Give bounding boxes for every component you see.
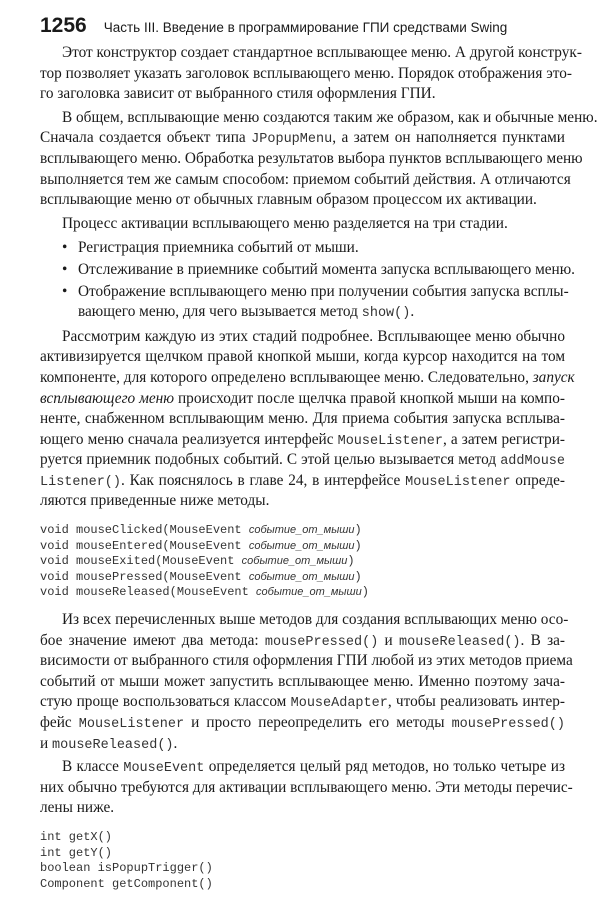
text-run: void mouseReleased(MouseEvent <box>40 585 257 600</box>
text-line <box>40 108 598 129</box>
inline-code: MouseEvent <box>123 761 205 777</box>
paragraph <box>40 327 575 512</box>
text-line <box>40 128 565 149</box>
text-run: лены ниже. <box>40 799 115 817</box>
code-listing <box>40 830 565 892</box>
text-line <box>78 238 565 259</box>
text-run: void mouseEntered(MouseEvent <box>40 538 249 553</box>
spacer <box>40 234 565 237</box>
text-run: ) <box>354 538 362 553</box>
code-line <box>40 554 565 570</box>
text-run: boolean isPopupTrigger() <box>40 861 213 876</box>
list-item <box>40 282 569 323</box>
code-line <box>40 846 565 862</box>
text-line <box>40 43 582 64</box>
bullet-icon: • <box>62 260 68 278</box>
text-line <box>40 610 569 631</box>
text-run: ) <box>354 569 362 584</box>
text-line <box>40 214 565 235</box>
text-run: происходит после щелчка правой кнопкой мыши на компо- <box>174 389 565 407</box>
text-run: висимости от выбранного стиля оформления ГПИ любой из этих методов приема <box>40 652 573 670</box>
text-line <box>40 757 565 778</box>
text-run: выполняется тем же самым способом: приемом событий действия. А отличаются <box>40 170 571 188</box>
text-line <box>40 190 565 211</box>
paragraph <box>40 757 573 819</box>
running-title: Часть III. Введение в программирование ГПИ средствами Swing <box>103 20 508 35</box>
text-run: Рассмотрим каждую из этих стадий подробнее. Всплывающее меню обычно <box>62 327 565 345</box>
text-run: событий от мыши может запустить всплывающее меню. Именно поэтому зача- <box>40 672 565 690</box>
text-line <box>40 778 573 799</box>
text-run: void mouseExited(MouseEvent <box>40 554 242 569</box>
code-listing <box>40 523 565 601</box>
italic-text: событие_от_мыши <box>248 570 355 583</box>
list-item <box>40 260 575 281</box>
list-item <box>40 238 565 259</box>
page-number: 1256 <box>40 14 87 37</box>
text-line <box>78 302 565 323</box>
text-run: Сначала создается объект типа <box>40 129 252 147</box>
italic-text: запуск <box>532 368 575 386</box>
spacer <box>40 819 565 822</box>
text-line <box>40 631 565 652</box>
text-run: int getX() <box>40 829 113 844</box>
text-run: ющего меню сначала реализуется интерфейс <box>40 430 338 448</box>
inline-code: mouseReleased() <box>399 634 521 650</box>
text-run: вающего меню, для чего вызывается метод <box>78 303 362 321</box>
text-run: и <box>40 734 53 752</box>
text-line <box>40 734 565 755</box>
code-line <box>40 877 565 893</box>
italic-text: событие_от_мыши <box>248 539 355 552</box>
inline-code: addMouse <box>500 454 565 470</box>
text-line <box>78 282 569 303</box>
text-line <box>40 64 573 85</box>
text-run: всплывающего меню. Обработка результатов выбора пунктов всплывающего меню <box>40 149 583 167</box>
text-run: , а затем он наполняется пунктами <box>332 129 565 147</box>
text-run: Из всех перечисленных выше методов для создания всплывающих меню осо- <box>62 611 569 629</box>
bullet-icon: • <box>62 239 68 257</box>
text-run: void mousePressed(MouseEvent <box>40 569 249 584</box>
paragraph <box>40 214 565 235</box>
text-run: Регистрация приемника событий от мыши. <box>78 239 359 257</box>
paragraph <box>40 43 582 105</box>
code-line <box>40 830 565 846</box>
code-line <box>40 861 565 877</box>
bullet-list <box>40 238 575 322</box>
text-run: и <box>378 631 399 649</box>
text-run: Отображение всплывающего меню при получении события запуска всплы- <box>78 282 569 300</box>
text-run: ) <box>354 523 362 538</box>
text-run: руется приемник подобных событий. С этой целью вызывается метод <box>40 451 501 469</box>
code-line <box>40 523 565 539</box>
text-run: Отслеживание в приемнике событий момента запуска всплывающего меню. <box>78 260 575 278</box>
text-line <box>40 389 565 410</box>
text-run: int getY() <box>40 845 113 860</box>
text-line <box>40 84 565 105</box>
inline-code: show() <box>361 306 411 322</box>
text-run: ) <box>361 585 369 600</box>
text-line <box>40 491 565 512</box>
text-line <box>40 409 565 430</box>
text-run: опреде- <box>510 471 566 489</box>
text-run: бое значение имеют два метода: <box>40 631 265 649</box>
text-line <box>40 798 565 819</box>
text-line <box>40 471 565 492</box>
text-line <box>40 327 565 348</box>
inline-code: MouseAdapter <box>290 696 388 712</box>
text-run: го заголовка зависит от выбранного стиля оформления ГПИ. <box>40 85 436 103</box>
running-header <box>40 14 507 38</box>
text-line <box>40 347 565 368</box>
bullet-icon: • <box>62 282 68 300</box>
text-run: Процесс активации всплывающего меню разделяется на три стадии. <box>62 214 508 232</box>
code-line <box>40 585 565 601</box>
inline-code: MouseListener <box>78 717 185 732</box>
text-run: . <box>410 303 415 321</box>
text-line <box>40 430 565 451</box>
text-line <box>40 450 565 471</box>
inline-code: mousePressed() <box>451 717 565 732</box>
inline-code: Listener() <box>40 474 122 490</box>
text-run: них обычно требуются для активации всплывающего меню. Эти методы перечис- <box>40 778 573 796</box>
text-run: , чтобы реализовать интер- <box>387 693 565 711</box>
text-run: В классе <box>62 758 124 776</box>
text-run: , а затем регистри- <box>442 430 565 448</box>
text-line <box>40 713 565 734</box>
code-line <box>40 570 565 586</box>
inline-code: MouseListener <box>337 433 443 449</box>
text-run: void mouseClicked(MouseEvent <box>40 523 249 538</box>
text-line <box>40 170 571 191</box>
italic-text: всплывающего меню <box>40 389 175 407</box>
text-run: фейс <box>40 714 79 731</box>
text-run: и просто переопределить его методы <box>184 714 452 731</box>
paragraph <box>40 610 573 754</box>
text-run: В общем, всплывающие меню создаются таким же образом, как и обычные меню. <box>62 108 598 126</box>
text-line <box>40 651 573 672</box>
text-line <box>40 672 565 693</box>
text-run: компоненте, для которого определено всплывающее меню. Следовательно, <box>40 368 533 386</box>
spacer <box>40 512 565 515</box>
text-run: ) <box>347 554 355 569</box>
text-run: Этот конструктор создает стандартное всплывающее меню. А другой конструк- <box>62 44 582 61</box>
code-line <box>40 539 565 555</box>
italic-text: событие_от_мыши <box>256 586 362 599</box>
inline-code: mouseReleased() <box>52 737 174 753</box>
text-line <box>40 149 583 170</box>
page-body <box>40 43 598 901</box>
text-run: всплывающие меню от обычных главным образом процессом их активации. <box>40 191 537 209</box>
text-run: . Как пояснялось в главе 24, в интерфейсе <box>121 471 406 489</box>
text-run: активизируется щелчком правой кнопкой мыши, когда курсор находится на том <box>40 348 565 366</box>
text-run: . <box>173 734 178 752</box>
text-run: стую проще воспользоваться классом <box>40 693 291 711</box>
text-run: определяется целый ряд методов, но только четыре из <box>204 758 565 776</box>
text-line <box>40 368 575 389</box>
text-run: ляются приведенные ниже методы. <box>40 492 270 510</box>
text-run: ненте, снабженном всплывающим меню. Для приема события запуска всплыва- <box>40 410 565 428</box>
inline-code: mousePressed() <box>264 634 379 650</box>
paragraph <box>40 108 598 211</box>
italic-text: событие_от_мыши <box>248 524 355 537</box>
italic-text: событие_от_мыши <box>241 555 348 568</box>
text-line <box>40 692 565 713</box>
inline-code: MouseListener <box>405 474 511 490</box>
text-run: тор позволяет указать заголовок всплывающего меню. Порядок отображения это- <box>40 64 573 82</box>
inline-code: JPopupMenu <box>251 132 333 148</box>
text-run: . В за- <box>520 631 565 649</box>
text-run: Component getComponent() <box>40 876 213 891</box>
text-line <box>78 260 575 281</box>
